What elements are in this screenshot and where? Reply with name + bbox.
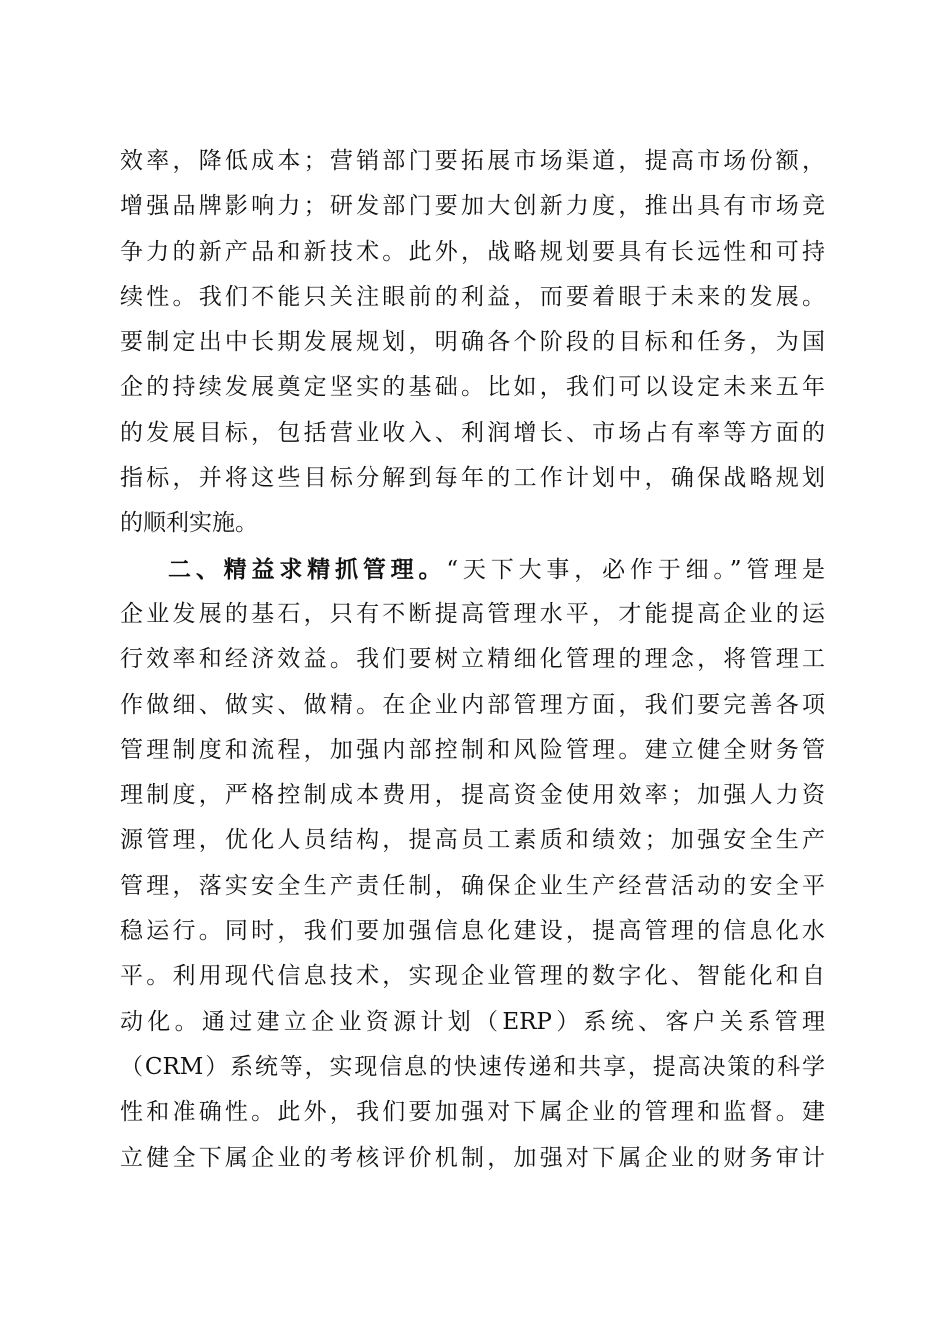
- text-line: 管理，落实安全生产责任制，确保企业生产经营活动的安全平: [120, 872, 825, 899]
- text-line: 效率，降低成本；营销部门要拓展市场渠道，提高市场份额，: [120, 148, 825, 174]
- document-body: [120, 139, 825, 1181]
- text-line: 性和准确性。此外，我们要加强对下属企业的管理和监督。建: [120, 1099, 825, 1126]
- text-line: 争力的新产品和新技术。此外，战略规划要具有长远性和可持: [120, 238, 825, 265]
- text-line: 作做细、做实、做精。在企业内部管理方面，我们要完善各项: [120, 691, 825, 718]
- text-line: 指标，并将这些目标分解到每年的工作计划中，确保战略规划: [120, 465, 825, 492]
- text-line: 的顺利实施。: [120, 510, 258, 537]
- text-line: 的发展目标，包括营业收入、利润增长、市场占有率等方面的: [120, 419, 825, 446]
- text-line: 源管理，优化人员结构，提高员工素质和绩效；加强安全生产: [120, 827, 825, 854]
- section-heading-line: [120, 547, 825, 592]
- text-line: 增强品牌影响力；研发部门要加大创新力度，推出具有市场竞: [120, 193, 825, 220]
- text-line: 要制定出中长期发展规划，明确各个阶段的目标和任务，为国: [120, 329, 825, 356]
- text-line: 企的持续发展奠定坚实的基础。比如，我们可以设定未来五年: [120, 374, 825, 401]
- text-line: 企业发展的基石，只有不断提高管理水平，才能提高企业的运: [120, 600, 825, 627]
- text-line: 平。利用现代信息技术，实现企业管理的数字化、智能化和自: [120, 963, 825, 990]
- section-heading: 二、精益求精抓管理。: [168, 555, 447, 583]
- quote-text: “天下大事，必作于细。”管理是: [446, 556, 825, 583]
- text-line: （CRM）系统等，实现信息的快速传递和共享，提高决策的科学: [120, 1053, 825, 1080]
- text-line: 理制度，严格控制成本费用，提高资金使用效率；加强人力资: [120, 782, 825, 809]
- text-line: 立健全下属企业的考核评价机制，加强对下属企业的财务审计: [120, 1144, 825, 1171]
- text-line: 行效率和经济效益。我们要树立精细化管理的理念，将管理工: [120, 646, 825, 673]
- text-line: 管理制度和流程，加强内部控制和风险管理。建立健全财务管: [120, 736, 825, 763]
- text-line: 稳运行。同时，我们要加强信息化建设，提高管理的信息化水: [120, 918, 825, 945]
- text-line: 续性。我们不能只关注眼前的利益，而要着眼于未来的发展。: [120, 283, 825, 310]
- text-line: 动化。通过建立企业资源计划（ERP）系统、客户关系管理: [120, 1008, 825, 1035]
